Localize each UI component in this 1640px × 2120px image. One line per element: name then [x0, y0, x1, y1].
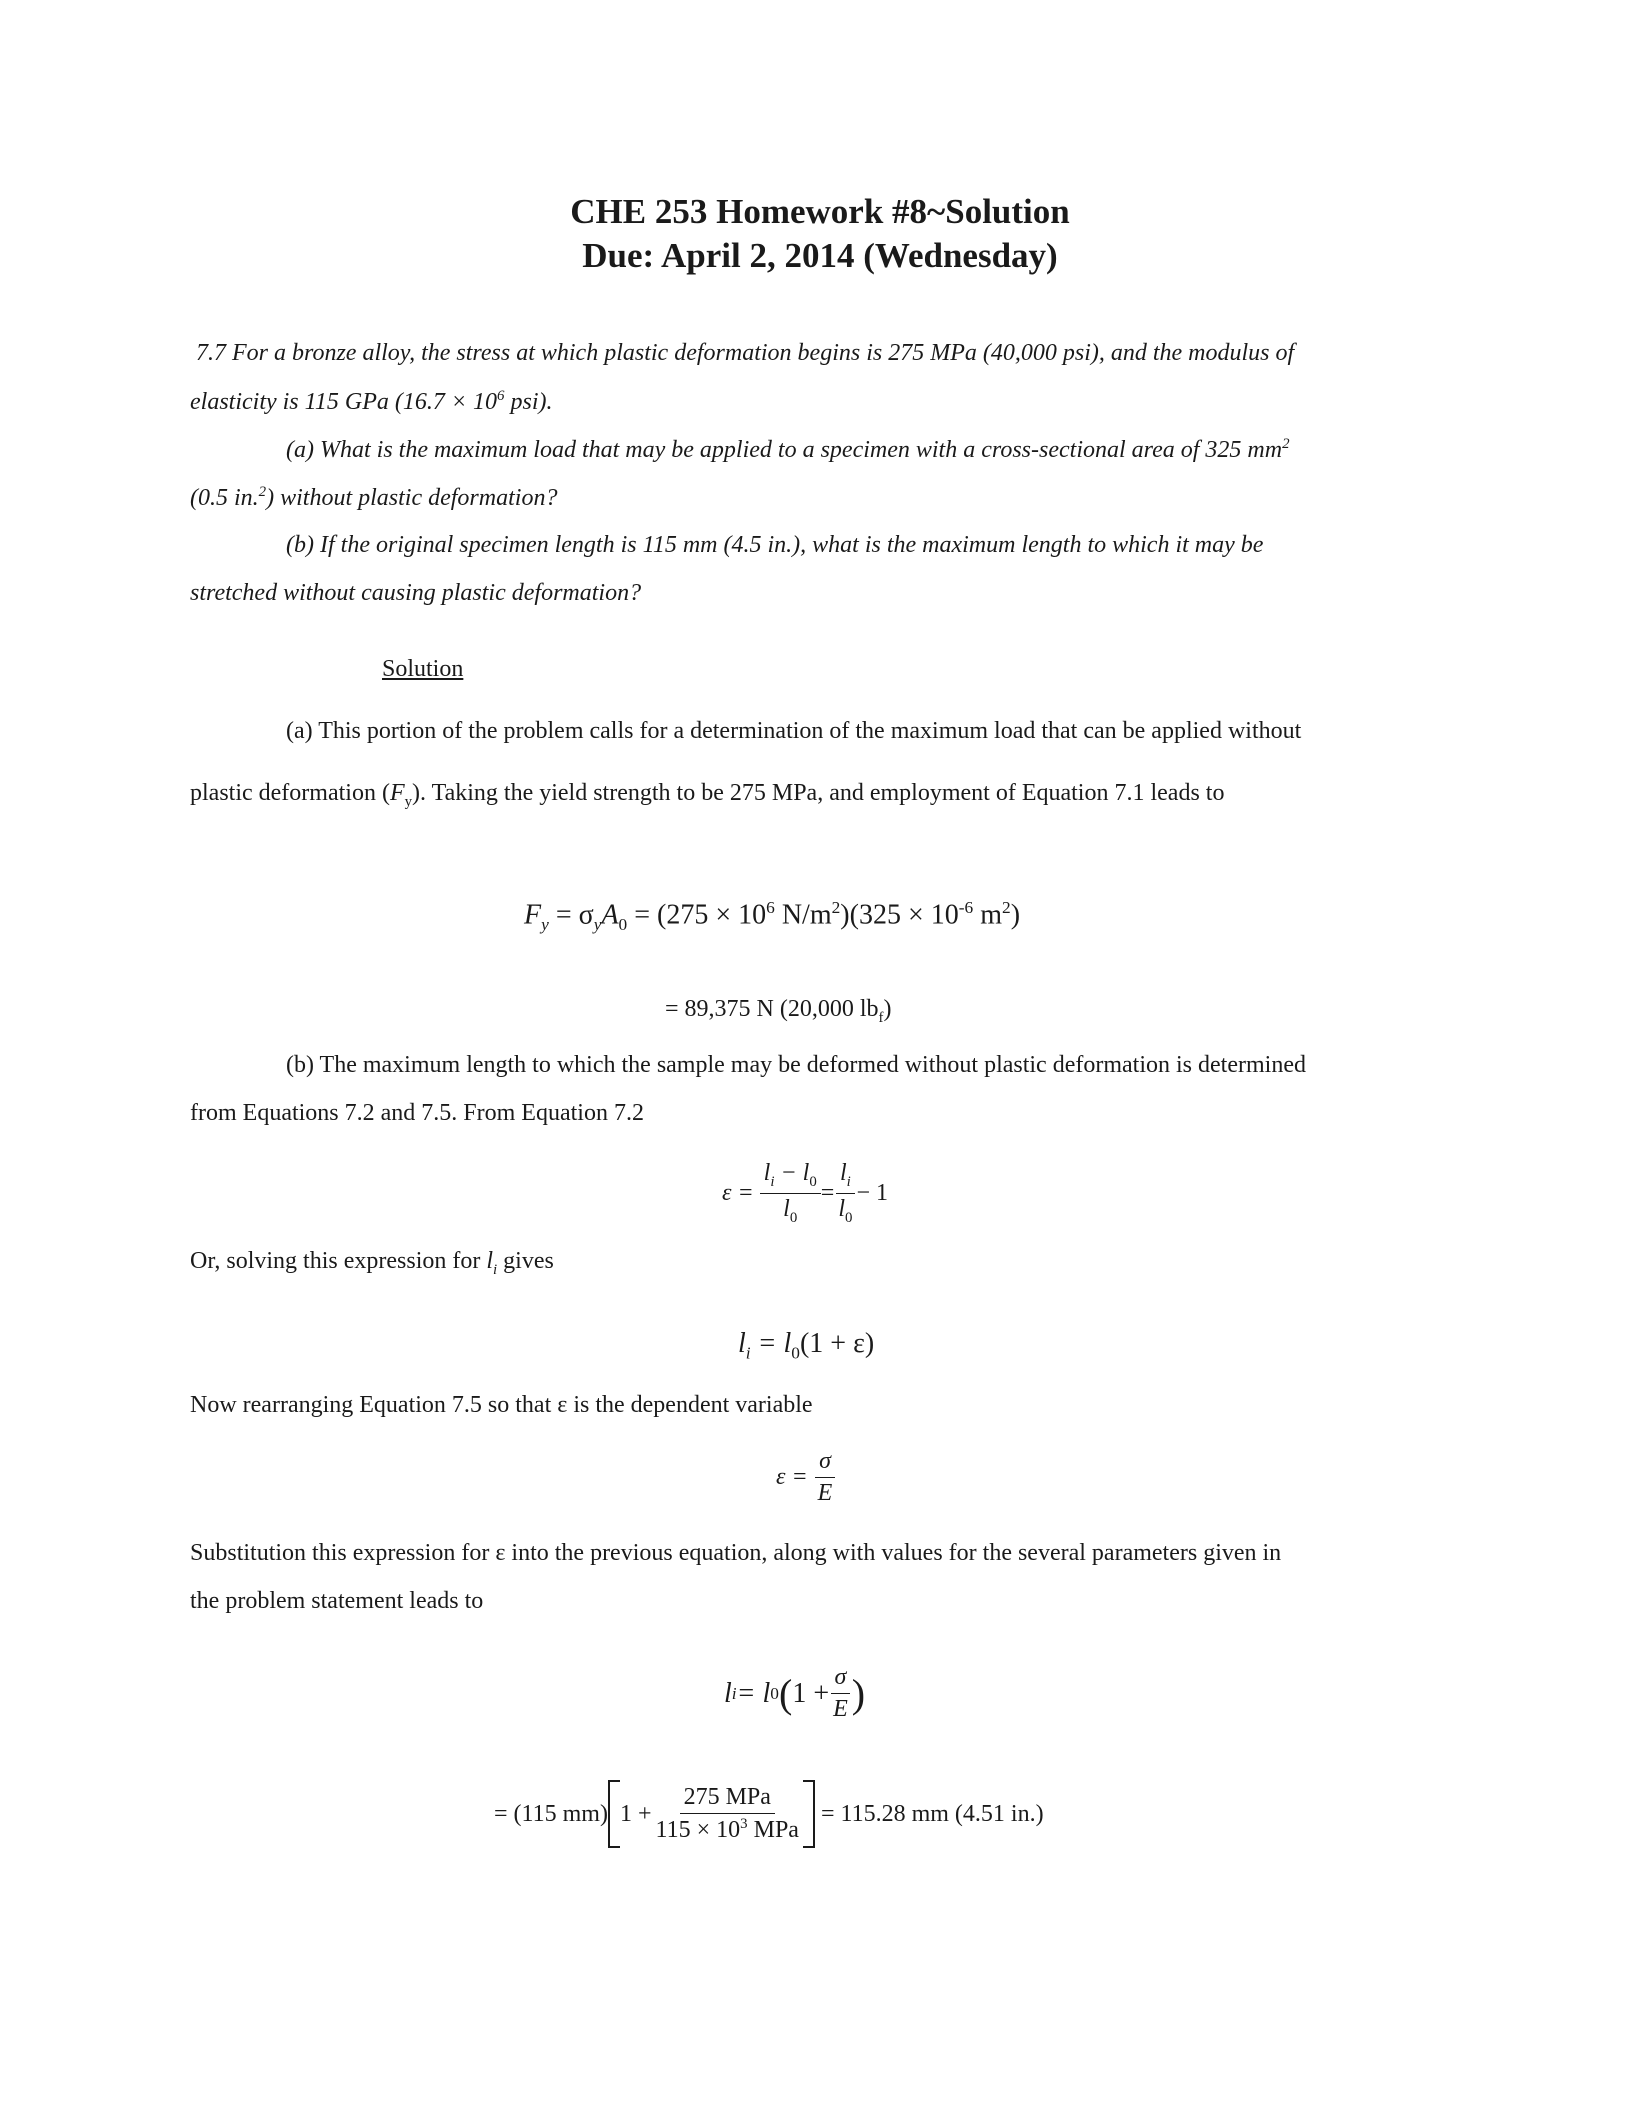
problem-part-a-line2: (0.5 in.$^2$) without plastic deformation?	[190, 484, 558, 511]
problem-intro-line1: 7.7 For a bronze alloy, the stress at which plastic deformation begins is 275 MPa (40,000 psi), and the modulus of	[196, 340, 1295, 366]
equation-load-result: = 89,375 N (20,000 $lb_f$)	[665, 996, 892, 1026]
problem-intro-line2: elasticity is 115 GPa ($16.7 \times 10^6$ psi).	[190, 388, 553, 415]
equation-final-result: = (115 mm) 1 + $\frac{\text{275 MPa}}{115 \times 10^3 MPa}$ = 115.28 mm (4.51 in.)	[494, 1780, 1044, 1848]
problem-part-b-line1: (b) If the original specimen length is 115 mm (4.5 in.), what is the maximum length to which it may be	[286, 532, 1264, 558]
solution-part-a-line1: (a) This portion of the problem calls for a determination of the maximum load that can be applied without	[286, 718, 1302, 744]
substitution-line2: the problem statement leads to	[190, 1588, 484, 1614]
equation-length: $l_i = l_0(1 + \varepsilon)$	[738, 1328, 875, 1363]
solution-heading: Solution	[382, 656, 464, 682]
equation-length-stress: l i = l 0 ( 1 + $\frac{\sigma}{E}$ )	[724, 1664, 866, 1722]
equation-strain-stress: ε = $\frac{\sigma}{E}$	[776, 1448, 836, 1507]
solving-line: Or, solving this expression for $l_i$ gives	[190, 1248, 554, 1278]
solution-part-b-line1: (b) The maximum length to which the sample may be deformed without plastic deformation is determined	[286, 1052, 1306, 1078]
problem-part-b-line2: stretched without causing plastic deformation?	[190, 580, 642, 606]
due-date: Due: April 2, 2014 (Wednesday)	[582, 236, 1058, 275]
substitution-line1: Substitution this expression for ε into the previous equation, along with values for the several parameters given in	[190, 1540, 1282, 1566]
rearranging-line: Now rearranging Equation 7.5 so that ε is the dependent variable	[190, 1392, 813, 1418]
equation-strain: ε = $\frac{l_i - l_0}{l_0}$ = $\frac{l_i}{l_0}$ − 1	[722, 1160, 888, 1226]
equation-load: $F_y = \sigma_yA_0 = (275 \times 10^6$ $N/m^2)(325 \times 10^{-6}$ $m^2$)	[524, 898, 1021, 934]
solution-part-a-line2: plastic deformation $(F_y)$. Taking the yield strength to be 275 MPa, and employment of Equation 7.1 leads to	[190, 780, 1225, 810]
page-title: CHE 253 Homework #8~Solution	[570, 192, 1070, 231]
solution-part-b-line2: from Equations 7.2 and 7.5. From Equation 7.2	[190, 1100, 644, 1126]
problem-part-a-line1: (a) What is the maximum load that may be applied to a specimen with a cross-sectional area of 325 $mm^2$	[286, 436, 1290, 463]
